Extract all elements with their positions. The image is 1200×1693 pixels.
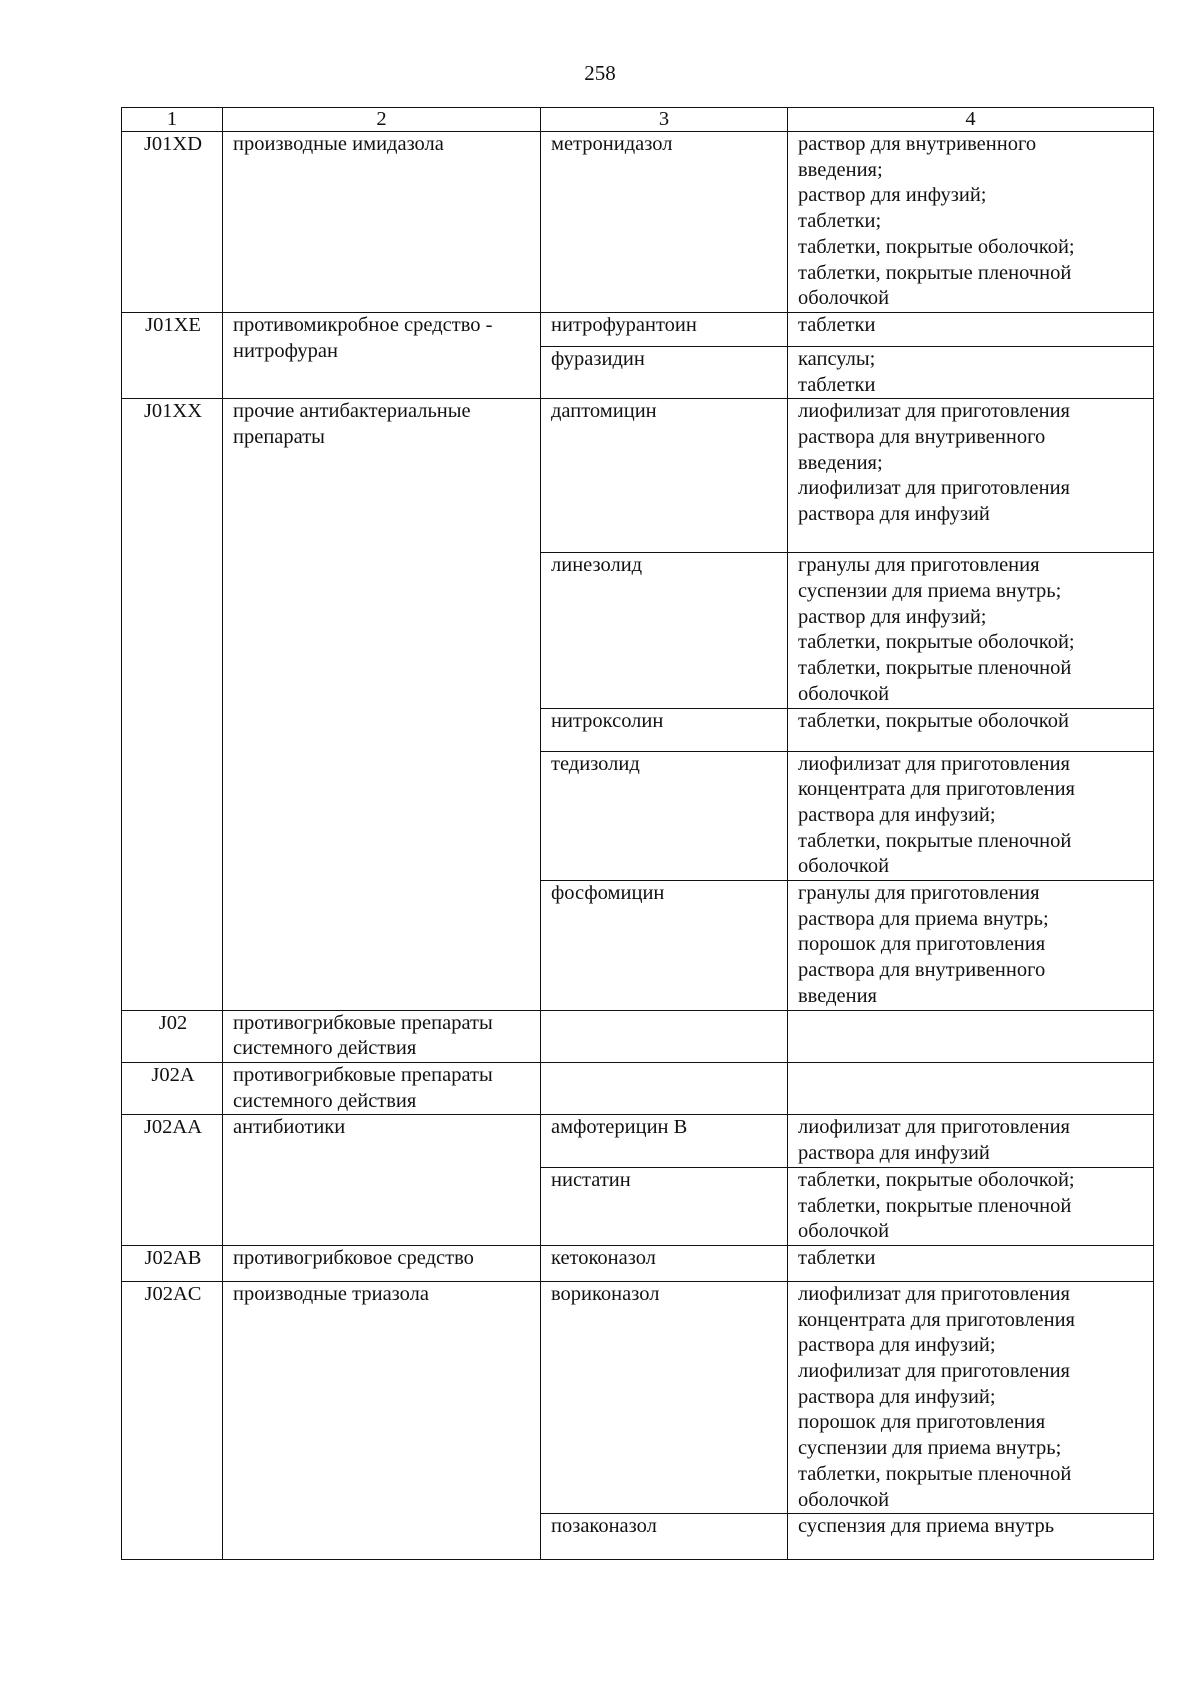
- drug-name: амфотерицин В: [541, 1115, 788, 1167]
- dosage-forms: гранулы для приготовления раствора для приема внутрь; порошок для приготовления раствора для внутривенного введения: [788, 881, 1154, 1011]
- table-row: [122, 1245, 1154, 1281]
- drug-name: [541, 1062, 788, 1114]
- atc-code: J02AA: [122, 1115, 223, 1246]
- group-name: противогрибковые препараты системного действия: [223, 1010, 541, 1062]
- drug-name: тедизолид: [541, 751, 788, 881]
- table-row: [122, 1010, 1154, 1062]
- table-row: [122, 399, 1154, 553]
- page-number: 258: [584, 61, 616, 85]
- atc-code: J02AC: [122, 1281, 223, 1559]
- drug-name: линезолид: [541, 553, 788, 708]
- column-header-2: 2: [223, 108, 541, 132]
- table-row: [122, 312, 1154, 346]
- atc-code: J02: [122, 1010, 223, 1062]
- group-name: антибиотики: [223, 1115, 541, 1246]
- table-row: [122, 1062, 1154, 1114]
- drug-name: нистатин: [541, 1167, 788, 1245]
- atc-code: J01XD: [122, 132, 223, 313]
- group-name: производные триазола: [223, 1281, 541, 1559]
- dosage-forms: лиофилизат для приготовления раствора для инфузий: [788, 1115, 1154, 1167]
- dosage-forms: лиофилизат для приготовления раствора для внутривенного введения; лиофилизат для приготовления раствора для инфузий: [788, 399, 1154, 553]
- atc-code: J02AB: [122, 1245, 223, 1281]
- atc-code: J02A: [122, 1062, 223, 1114]
- dosage-forms: раствор для внутривенного введения; раствор для инфузий; таблетки; таблетки, покрытые оболочкой; таблетки, покрытые пленочной оболочкой: [788, 132, 1154, 313]
- drug-name: даптомицин: [541, 399, 788, 553]
- column-header-3: 3: [541, 108, 788, 132]
- dosage-forms: лиофилизат для приготовления концентрата для приготовления раствора для инфузий; таблетки, покрытые пленочной оболочкой: [788, 751, 1154, 881]
- drug-name: нитроксолин: [541, 708, 788, 751]
- dosage-forms: [788, 1010, 1154, 1062]
- drug-name: нитрофурантоин: [541, 312, 788, 346]
- dosage-forms: таблетки, покрытые оболочкой; таблетки, покрытые пленочной оболочкой: [788, 1167, 1154, 1245]
- table-row: [122, 1115, 1154, 1167]
- drug-table: [121, 107, 1154, 1560]
- column-header-4: 4: [788, 108, 1154, 132]
- table-row: [122, 132, 1154, 313]
- dosage-forms: лиофилизат для приготовления концентрата для приготовления раствора для инфузий; лиофилизат для приготовления раствора для инфузий; порошок для приготовления суспензии для приема внутрь; таблетки, покрытые пленочной оболочкой: [788, 1281, 1154, 1513]
- dosage-forms: гранулы для приготовления суспензии для приема внутрь; раствор для инфузий; таблетки, покрытые оболочкой; таблетки, покрытые пленочной оболочкой: [788, 553, 1154, 708]
- column-header-1: 1: [122, 108, 223, 132]
- group-name: производные имидазола: [223, 132, 541, 313]
- group-name: противогрибковое средство: [223, 1245, 541, 1281]
- table-header-row: [122, 108, 1154, 132]
- dosage-forms: таблетки, покрытые оболочкой: [788, 708, 1154, 751]
- drug-name: кетоконазол: [541, 1245, 788, 1281]
- drug-name: метронидазол: [541, 132, 788, 313]
- drug-name: фуразидин: [541, 346, 788, 398]
- group-name: прочие антибактериальные препараты: [223, 399, 541, 1010]
- drug-name: фосфомицин: [541, 881, 788, 1011]
- drug-name: вориконазол: [541, 1281, 788, 1513]
- dosage-forms: капсулы; таблетки: [788, 346, 1154, 398]
- atc-code: J01XX: [122, 399, 223, 1010]
- group-name: противомикробное средство - нитрофуран: [223, 312, 541, 398]
- table-row: [122, 1281, 1154, 1513]
- group-name: противогрибковые препараты системного действия: [223, 1062, 541, 1114]
- dosage-forms: [788, 1062, 1154, 1114]
- drug-name: [541, 1010, 788, 1062]
- atc-code: J01XE: [122, 312, 223, 398]
- dosage-forms: таблетки: [788, 1245, 1154, 1281]
- dosage-forms: таблетки: [788, 312, 1154, 346]
- dosage-forms: суспензия для приема внутрь: [788, 1514, 1154, 1560]
- drug-name: позаконазол: [541, 1514, 788, 1560]
